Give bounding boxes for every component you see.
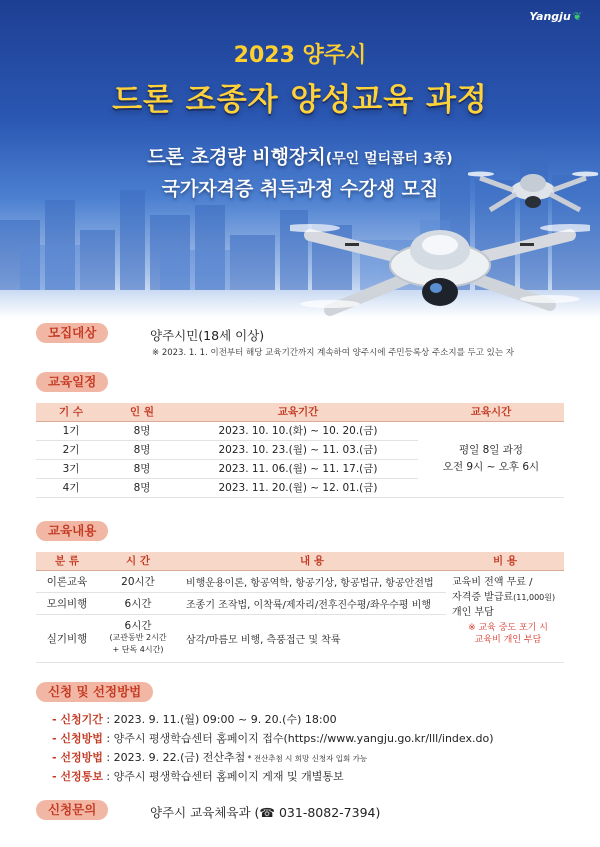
hero-banner — [0, 0, 600, 318]
leaf-icon: ❦ — [572, 10, 582, 23]
people-cell: 8명 — [106, 459, 178, 478]
time-line-1: 평일 8일 과정 — [458, 444, 524, 456]
term-cell: 4기 — [36, 478, 106, 497]
apply-label: 신청 및 선정방법 — [36, 682, 153, 702]
period-cell: 2023. 10. 23.(월) ~ 11. 03.(금) — [178, 440, 418, 459]
selection-method: - 선정방법 : 2023. 9. 22.(금) 전산추첨 * 전산추첨 시 희망 신청자 입회 가능 — [52, 751, 368, 764]
cost-line-1: 교육비 전액 무료 / — [452, 576, 533, 588]
category-cell: 모의비행 — [36, 592, 98, 614]
header-people: 인 원 — [106, 403, 178, 421]
desc-cell: 삼각/마름모 비행, 측풍접근 및 착륙 — [178, 614, 446, 662]
selection-notice: - 선정통보 : 양주시 평생학습센터 홈페이지 게재 및 개별통보 — [52, 770, 344, 783]
term-cell: 1기 — [36, 421, 106, 440]
main-title: 드론 조종자 양성교육 과정 — [112, 82, 488, 118]
hours-cell: 20시간 — [98, 570, 178, 592]
year-heading: 2023 양주시 — [233, 43, 367, 68]
target-label: 모집대상 — [36, 323, 108, 343]
header-category: 분 류 — [36, 552, 98, 570]
desc-cell: 조종기 조작법, 이착륙/제자리/전후진수평/좌우수평 비행 — [178, 592, 446, 614]
time-line-2: 오전 9시 ~ 오후 6시 — [442, 461, 540, 473]
schedule-label: 교육일정 — [36, 372, 108, 392]
header-hours: 시 간 — [98, 552, 178, 570]
target-text: 양주시민(18세 이상) — [150, 328, 265, 343]
inquiry-label: 신청문의 — [36, 800, 108, 820]
content-table — [36, 552, 564, 663]
period-cell: 2023. 11. 20.(월) ~ 12. 01.(금) — [178, 478, 418, 497]
hours-cell: 6시간 — [98, 592, 178, 614]
term-cell: 2기 — [36, 440, 106, 459]
subtitle-1: 드론 초경량 비행장치(무인 멀티콥터 3종) — [147, 146, 453, 168]
apply-period: - 신청기간 : 2023. 9. 11.(월) 09:00 ~ 9. 20.(수) 18:00 — [52, 713, 337, 726]
time-cell — [418, 421, 564, 497]
content-label: 교육내용 — [36, 521, 108, 541]
header-desc: 내 용 — [178, 552, 446, 570]
category-cell: 실기비행 — [36, 614, 98, 662]
cost-line-3: 개인 부담 — [452, 606, 494, 618]
table-row — [36, 421, 564, 440]
people-cell: 8명 — [106, 421, 178, 440]
cost-cell — [446, 570, 564, 662]
table-row — [36, 570, 564, 592]
drone-large-icon — [290, 200, 590, 318]
term-cell: 3기 — [36, 459, 106, 478]
people-cell: 8명 — [106, 440, 178, 459]
hours-cell: 6시간 (교관동반 2시간 + 단독 4시간) — [98, 614, 178, 662]
cost-line-2: 자격증 발급료(11,000원) — [452, 591, 556, 603]
cost-warning: ※ 교육 중도 포기 시 교육비 개인 부담 — [468, 622, 548, 645]
header-cost: 비 용 — [446, 552, 564, 570]
header-term: 기 수 — [36, 403, 106, 421]
period-cell: 2023. 10. 10.(화) ~ 10. 20.(금) — [178, 421, 418, 440]
yangju-logo: Yangju ❦ — [529, 10, 582, 23]
target-note: ※ 2023. 1. 1. 이전부터 해당 교육기간까지 계속하여 양주시에 주민등록상 주소지를 두고 있는 자 — [152, 348, 514, 358]
header-time: 교육시간 — [418, 403, 564, 421]
period-cell: 2023. 11. 06.(월) ~ 11. 17.(금) — [178, 459, 418, 478]
schedule-table — [36, 403, 564, 498]
header-period: 교육기간 — [178, 403, 418, 421]
people-cell: 8명 — [106, 478, 178, 497]
content-header-row — [36, 552, 564, 570]
apply-method: - 신청방법 : 양주시 평생학습센터 홈페이지 접수(https://www.yangju.go.kr/lll/index.do) — [52, 732, 494, 745]
inquiry-text: 양주시 교육체육과 (☎ 031-8082-7394) — [150, 805, 381, 820]
schedule-header-row — [36, 403, 564, 421]
category-cell: 이론교육 — [36, 570, 98, 592]
subtitle-2: 국가자격증 취득과정 수강생 모집 — [161, 178, 439, 200]
desc-cell: 비행운용이론, 항공역학, 항공기상, 항공법규, 항공안전법 — [178, 570, 446, 592]
